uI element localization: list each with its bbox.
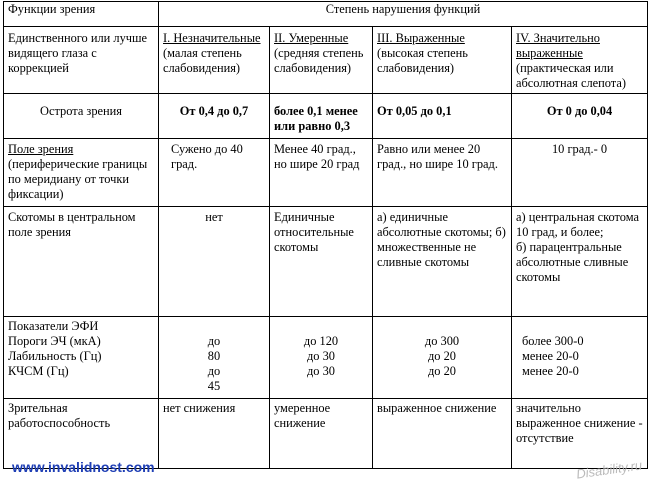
field-degree-2: Менее 40 град., но шире 20 град (270, 139, 373, 207)
field-label: Поле зрения (периферические границы по меридиану от точки фиксации) (4, 139, 159, 207)
degree-4: IV. Значительно выраженные (практическая или абсолютная слепота) (512, 27, 648, 94)
field-degree-1: Сужено до 40 град. (159, 139, 270, 207)
header-impairment-degree: Степень нарушения функций (159, 2, 648, 27)
efi-degree-3: до 300 до 20 до 20 (373, 317, 512, 399)
scotoma-degree-4: а) центральная скотома 10 град, и более; б) парацентральные абсолютные сливные скотомы (512, 207, 648, 317)
work-degree-1: нет снижения (159, 399, 270, 469)
degree-2: II. Умеренные (средняя степень слабовидения) (270, 27, 373, 94)
work-degree-3: выраженное снижение (373, 399, 512, 469)
site-watermark-link[interactable]: www.invalidnost.com (12, 459, 155, 475)
work-label: Зрительная работоспособность (4, 399, 159, 469)
work-degree-2: умеренное снижение (270, 399, 373, 469)
header-functions: Функции зрения (4, 2, 159, 27)
efi-degree-2: до 120 до 30 до 30 (270, 317, 373, 399)
acuity-label: Острота зрения (4, 94, 159, 139)
degree-1: I. Незначительные (малая степень слабовидения) (159, 27, 270, 94)
efi-degree-1: до 80 до 45 (159, 317, 270, 399)
efi-degree-4: более 300-0 менее 20-0 менее 20-0 (512, 317, 648, 399)
scotoma-degree-2: Единичные относительные скотомы (270, 207, 373, 317)
acuity-degree-3: От 0,05 до 0,1 (373, 94, 512, 139)
vision-impairment-table (3, 1, 648, 469)
work-degree-4: значительно выраженное снижение - отсутствие (512, 399, 648, 469)
scotoma-label: Скотомы в центральном поле зрения (4, 207, 159, 317)
site-watermark-logo: Disability.ru (575, 457, 643, 482)
acuity-degree-4: От 0 до 0,04 (512, 94, 648, 139)
field-degree-3: Равно или менее 20 град., но шире 10 град. (373, 139, 512, 207)
scotoma-degree-3: а) единичные абсолютные скотомы; б) множественные не сливные скотомы (373, 207, 512, 317)
field-degree-4: 10 град.- 0 (512, 139, 648, 207)
acuity-degree-1: От 0,4 до 0,7 (159, 94, 270, 139)
degree-3: III. Выраженные (высокая степень слабовидения) (373, 27, 512, 94)
scotoma-degree-1: нет (159, 207, 270, 317)
best-eye-label: Единственного или лучше видящего глаза с коррекцией (4, 27, 159, 94)
acuity-degree-2: более 0,1 менее или равно 0,3 (270, 94, 373, 139)
efi-label: Показатели ЭФИ Пороги ЭЧ (мкА) Лабильность (Гц) КЧСМ (Гц) (4, 317, 159, 399)
